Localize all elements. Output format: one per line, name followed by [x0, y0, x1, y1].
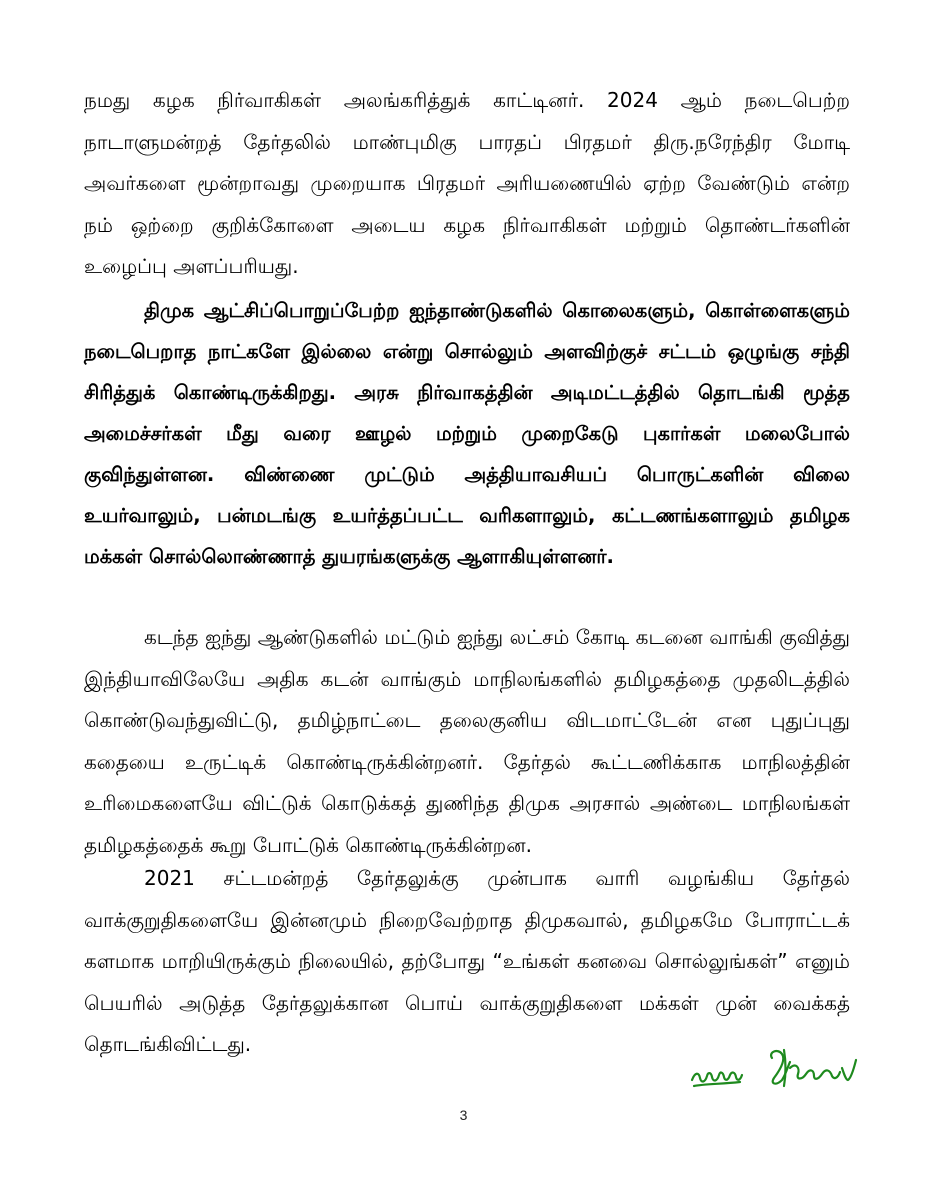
paragraph-1: நமது கழக நிர்வாகிகள் அலங்கரித்துக் காட்டினர். 2024 ஆம் நடைபெற்ற நாடாளுமன்றத் தேர்தலில் மாண்புமிகு பாரதப் பிரதமர் திரு.நரேந்திர மோடி அவர்களை மூன்றாவது முறையாக பிரதமர் அரியணையில் ஏற்ற வேண்டும் என்ற நம் ஒற்றை குறிக்கோளை அடைய கழக நிர்வாகிகள் மற்றும் தொண்டர்களின் உழைப்பு அளப்பரியது.: [84, 88, 850, 278]
page-number: 3: [459, 1107, 468, 1123]
paragraph-4: 2021 சட்டமன்றத் தேர்தலுக்கு முன்பாக வாரி வழங்கிய தேர்தல் வாக்குறுதிகளையே இன்னமும் நிறைவேற்றாத திமுகவால், தமிழகமே போராட்டக் களமாக மாறியிருக்கும் நிலையில், தற்போது “உங்கள் கனவை சொல்லுங்கள்” எனும் பெயரில் அடுத்த தேர்தலுக்கான பொய் வாக்குறுதிகளை மக்கள் முன் வைக்கத் தொடங்கிவிட்டது.: [84, 866, 850, 1056]
paragraph-3: கடந்த ஐந்து ஆண்டுகளில் மட்டும் ஐந்து லட்சம் கோடி கடனை வாங்கி குவித்து இந்தியாவிலேயே அதிக கடன் வாங்கும் மாநிலங்களில் தமிழகத்தை முதலிடத்தில் கொண்டுவந்துவிட்டு, தமிழ்நாட்டை தலைகுனிய விடமாட்டேன் என புதுப்புது கதையை உருட்டிக் கொண்டிருக்கின்றனர். தேர்தல் கூட்டணிக்காக மாநிலத்தின் உரிமைகளையே விட்டுக் கொடுக்கத் துணிந்த திமுக அரசால் அண்டை மாநிலங்கள் தமிழகத்தைக் கூறு போட்டுக் கொண்டிருக்கின்றன.: [84, 625, 850, 857]
signature-icon: [686, 1038, 866, 1098]
paragraph-2: திமுக ஆட்சிப்பொறுப்பேற்ற ஐந்தாண்டுகளில் கொலைகளும், கொள்ளைகளும் நடைபெறாத நாட்களே இல்லை என்று சொல்லும் அளவிற்குச் சட்டம் ஒழுங்கு சந்தி சிரித்துக் கொண்டிருக்கிறது. அரசு நிர்வாகத்தின் அடிமட்டத்தில் தொடங்கி மூத்த அமைச்சர்கள் மீது வரை ஊழல் மற்றும் முறைகேடு புகார்கள் மலைபோல் குவிந்துள்ளன. விண்ணை முட்டும் அத்தியாவசியப் பொருட்களின் விலை உயர்வாலும், பன்மடங்கு உயர்த்தப்பட்ட வரிகளாலும், கட்டணங்களாலும் தமிழக மக்கள் சொல்லொண்ணாத் துயரங்களுக்கு ஆளாகியுள்ளனர்.: [84, 299, 850, 568]
handwritten-signature: [686, 1038, 866, 1098]
